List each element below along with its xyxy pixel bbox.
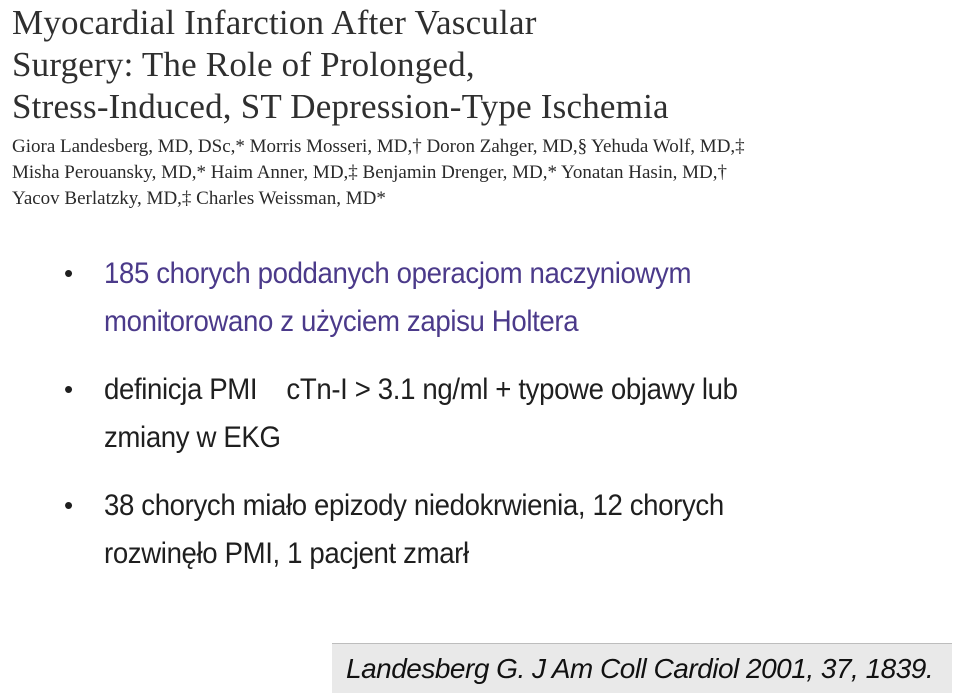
paper-header xyxy=(12,2,948,212)
bullet-marker: • xyxy=(64,258,74,288)
paper-title-line-2: Surgery: The Role of Prolonged, xyxy=(12,45,475,84)
author-line-1: Giora Landesberg, MD, DSc,* Morris Mosseri, MD,† Doron Zahger, MD,§ Yehuda Wolf, MD,‡ xyxy=(12,136,745,157)
bullet-line: 38 chorych miało epizody niedokrwienia, 12 chorych xyxy=(104,489,724,522)
bullet-marker: • xyxy=(64,490,74,520)
bullet-marker: • xyxy=(64,374,74,404)
citation: Landesberg G. J Am Coll Cardiol 2001, 37, 1839. xyxy=(332,643,952,693)
bullet-text xyxy=(104,366,877,462)
paper-title xyxy=(12,2,948,128)
bullet-line: zmiany w EKG xyxy=(104,421,281,454)
paper-authors xyxy=(12,134,948,212)
bullet-text xyxy=(104,482,877,578)
bullet-line: monitorowano z użyciem zapisu Holtera xyxy=(104,305,579,338)
slide-bullet-list xyxy=(64,250,944,598)
bullet-text xyxy=(104,250,877,346)
bullet-line: definicja PMI cTn-I > 3.1 ng/ml + typowe objawy lub xyxy=(104,373,738,406)
author-line-2: Misha Perouansky, MD,* Haim Anner, MD,‡ Benjamin Drenger, MD,* Yonatan Hasin, MD,† xyxy=(12,162,727,183)
bullet-line: 185 chorych poddanych operacjom naczyniowym xyxy=(104,257,692,290)
paper-title-line-3: Stress-Induced, ST Depression-Type Ischemia xyxy=(12,87,669,126)
author-line-3: Yacov Berlatzky, MD,‡ Charles Weissman, MD* xyxy=(12,188,386,209)
bullet-line: rozwinęło PMI, 1 pacjent zmarł xyxy=(104,537,469,570)
bullet-pmi-definition xyxy=(64,366,944,462)
bullet-study-population xyxy=(64,250,944,346)
paper-title-line-1: Myocardial Infarction After Vascular xyxy=(12,3,537,42)
bullet-results xyxy=(64,482,944,578)
